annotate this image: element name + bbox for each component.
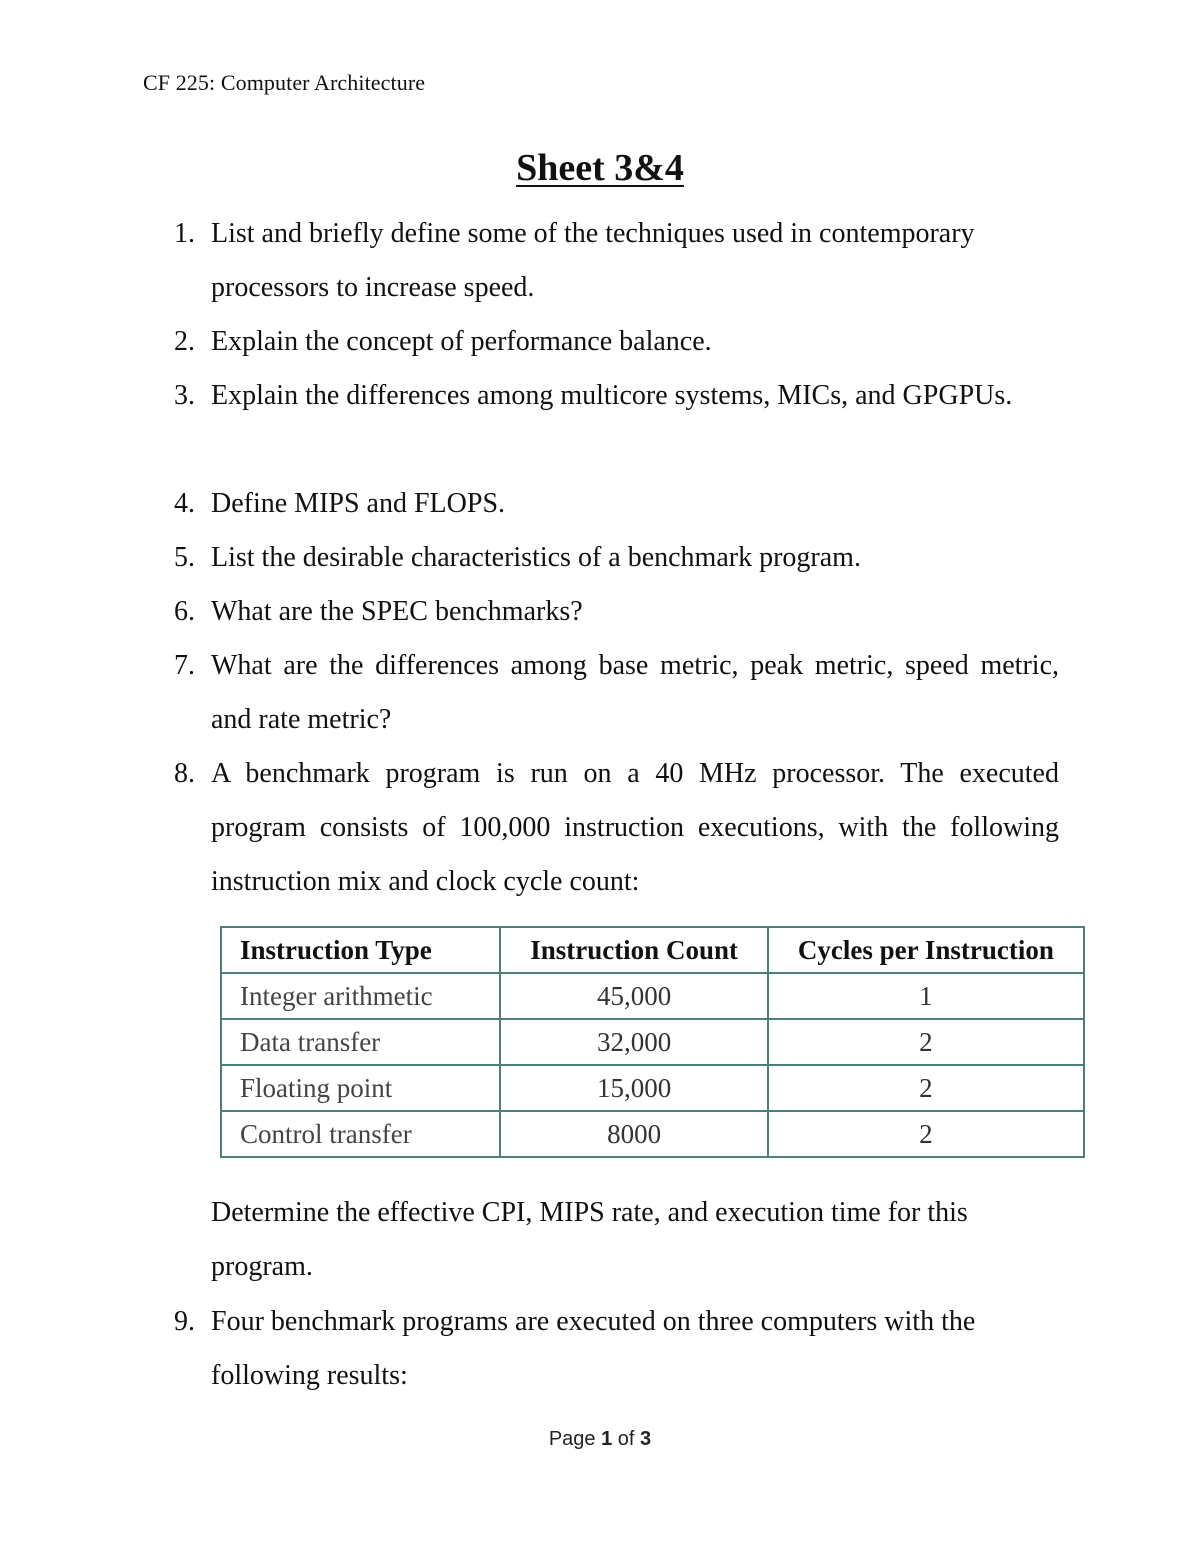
table-cell: 32,000: [500, 1019, 767, 1065]
question-text: What are the differences among base metric, peak metric, speed metric, and rate metric?: [211, 650, 1059, 735]
table-cell: Control transfer: [221, 1111, 500, 1157]
question-number: 5.: [174, 542, 195, 573]
question-text: Determine the effective CPI, MIPS rate, and execution time for this program.: [211, 1197, 968, 1282]
table-cell: 2: [768, 1111, 1084, 1157]
table-header-row: [221, 927, 1084, 973]
column-header: Cycles per Instruction: [768, 927, 1084, 973]
table-cell: Data transfer: [221, 1019, 500, 1065]
table-cell: Integer arithmetic: [221, 973, 500, 1019]
current-page: 1: [601, 1428, 613, 1450]
question-number: 9.: [174, 1306, 195, 1337]
question-number: 8.: [174, 758, 195, 789]
column-header: Instruction Type: [221, 927, 500, 973]
question-text: Explain the concept of performance balance.: [211, 326, 712, 357]
page-footer: [0, 1428, 1200, 1451]
table-cell: 2: [768, 1019, 1084, 1065]
sheet-title: [0, 146, 1200, 190]
table-row: [221, 1065, 1084, 1111]
column-header: Instruction Count: [500, 927, 767, 973]
table-cell: 1: [768, 973, 1084, 1019]
table-cell: 45,000: [500, 973, 767, 1019]
question-text: A benchmark program is run on a 40 MHz processor. The executed program consists of 100,000 instruction executions, with the following instruction mix and clock cycle count:: [211, 758, 1059, 897]
question-text: Four benchmark programs are executed on three computers with the following results:: [211, 1306, 976, 1391]
question-text: List the desirable characteristics of a benchmark program.: [211, 542, 861, 573]
of-word: of: [617, 1428, 635, 1450]
table-row: [221, 1111, 1084, 1157]
question-text: Explain the differences among multicore systems, MICs, and GPGPUs.: [211, 380, 1013, 411]
total-pages: 3: [640, 1428, 652, 1450]
table-cell: 15,000: [500, 1065, 767, 1111]
course-header: CF 225: Computer Architecture: [143, 70, 426, 95]
question-number: 2.: [174, 326, 195, 357]
table-row: [221, 973, 1084, 1019]
question-number: 3.: [174, 380, 195, 411]
table-cell: 2: [768, 1065, 1084, 1111]
page-word: Page: [548, 1428, 596, 1450]
question-number: 7.: [174, 650, 195, 681]
question-number: 6.: [174, 596, 195, 627]
question-number: 1.: [174, 218, 195, 249]
sheet-title-text: Sheet 3&4: [516, 147, 684, 189]
question-number: 4.: [174, 488, 195, 519]
instruction-mix-table: [220, 926, 1085, 1158]
question-text: List and briefly define some of the techniques used in contemporary processors to increase speed.: [211, 218, 975, 303]
table-cell: 8000: [500, 1111, 767, 1157]
question-text: What are the SPEC benchmarks?: [211, 596, 583, 627]
table-row: [221, 1019, 1084, 1065]
table-cell: Floating point: [221, 1065, 500, 1111]
question-text: Define MIPS and FLOPS.: [211, 488, 506, 519]
